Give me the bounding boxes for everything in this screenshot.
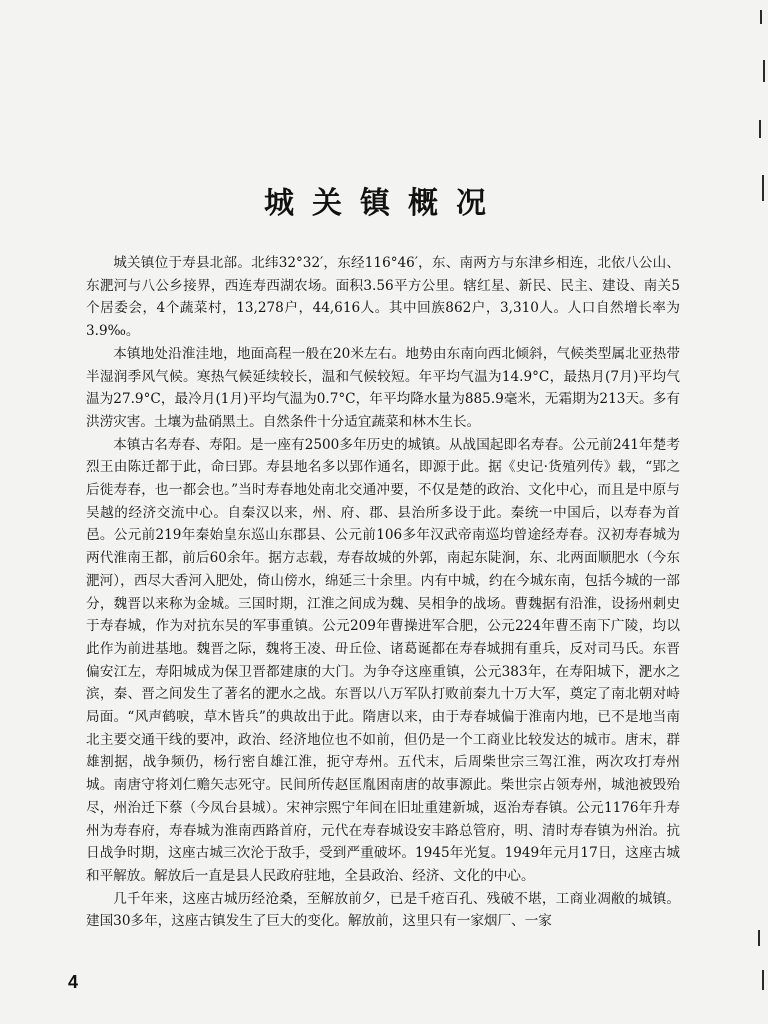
page-title: 城关镇概况: [264, 186, 504, 221]
paragraph-geography-climate: 本镇地处沿淮洼地，地面高程一般在20米左右。地势由东南向西北倾斜，气候类型属北亚热带半湿润季风气候。寒热气候延续较长，温和气候较短。年平均气温为14.9°C，最热月(7月)平均气温为27.9°C，最冷月(1月)平均气温为0.7°C，年平均降水量为885.9毫米，无霜期为213天。多有洪涝灾害。土壤为盐硝黑土。自然条件十分适宜蔬菜和林木生长。: [86, 345, 680, 430]
body-text: [86, 252, 680, 933]
scan-edge-marks-top: [754, 0, 768, 230]
page-number: 4: [68, 972, 79, 992]
paragraph-development: 几千年来，这座古城历经沧桑，至解放前夕，已是千疮百孔、残破不堪，工商业凋敝的城镇。建国30多年，这座古镇发生了巨大的变化。解放前，这里只有一家烟厂、一家: [86, 890, 680, 930]
paragraph-history: 本镇古名寿春、寿阳。是一座有2500多年历史的城镇。从战国起即名寿春。公元前241年楚考烈王由陈迁都于此，命曰郢。寿县地名多以郢作通名，即源于此。据《史记·货殖列传》载，“郢之后徙寿春，也一都会也。”当时寿春地处南北交通冲要，不仅是楚的政治、文化中心，而且是中原与吴越的经济交流中心。自秦汉以来，州、府、郡、县治所多设于此。秦统一中国后，以寿春为首邑。公元前219年秦始皇东巡山东郡县、公元前106多年汉武帝南巡均曾途经寿春。汉初寿春城为两代淮南王都，前后60余年。据方志载，寿春故城的外郭，南起东陡涧，东、北两面顺肥水（今东淝河），西尽大香河入肥处，倚山傍水，绵延三十余里。内有中城，约在今城东南，包括今城的一部分，魏晋以来称为金城。三国时期，江淮之间成为魏、吴相争的战场。曹魏据有沿淮，设扬州刺史于寿春城，作为对抗东吴的军事重镇。公元209年曹操进军合肥，公元224年曹丕南下广陵，均以此作为前进基地。魏晋之际，魏将王凌、毌丘俭、诸葛诞都在寿春城拥有重兵，反对司马氏。东晋偏安江左，寿阳城成为保卫晋都建康的大门。为争夺这座重镇，公元383年，在寿阳城下，淝水之滨，秦、晋之间发生了著名的淝水之战。东晋以八万军队打败前秦九十万大军，奠定了南北朝对峙局面。“风声鹤唳，草木皆兵”的典故出于此。隋唐以来，由于寿春城偏于淮南内地，已不是地当南北主要交通干线的要冲，政治、经济地位也不如前，但仍是一个工商业比较发达的城市。唐末，群雄割据，战争频仍，杨行密自雄江淮，扼守寿州。五代末，后周柴世宗三驾江淮，两次攻打寿州城。南唐守将刘仁赡矢志死守。民间所传赵匡胤困南唐的故事源此。柴世宗占领寿州，城池被毁殆尽，州治迁下蔡（今凤台县城）。宋神宗熙宁年间在旧址重建新城，返治寿春镇。公元1176年升寿州为寿春府，寿春城为淮南西路首府，元代在寿春城设安丰路总管府，明、清时寿春镇为州治。抗日战争时期，这座古城三次沦于敌手，受到严重破坏。1945年光复。1949年元月17日，这座古城和平解放。解放后一直是县人民政府驻地，全县政治、经济、文化的中心。: [86, 436, 680, 884]
paragraph-overview: 城关镇位于寿县北部。北纬32°32′，东经116°46′，东、南两方与东津乡相连，北依八公山、东淝河与八公乡接界，西连寿西湖农场。面积3.56平方公里。辖红星、新民、民主、建设、南关5个居委会，4个蔬菜村，13,278户，44,616人。其中回族862户，3,310人。人口自然增长率为3.9‰。: [86, 255, 680, 340]
scan-edge-marks-bottom: [754, 900, 768, 1024]
